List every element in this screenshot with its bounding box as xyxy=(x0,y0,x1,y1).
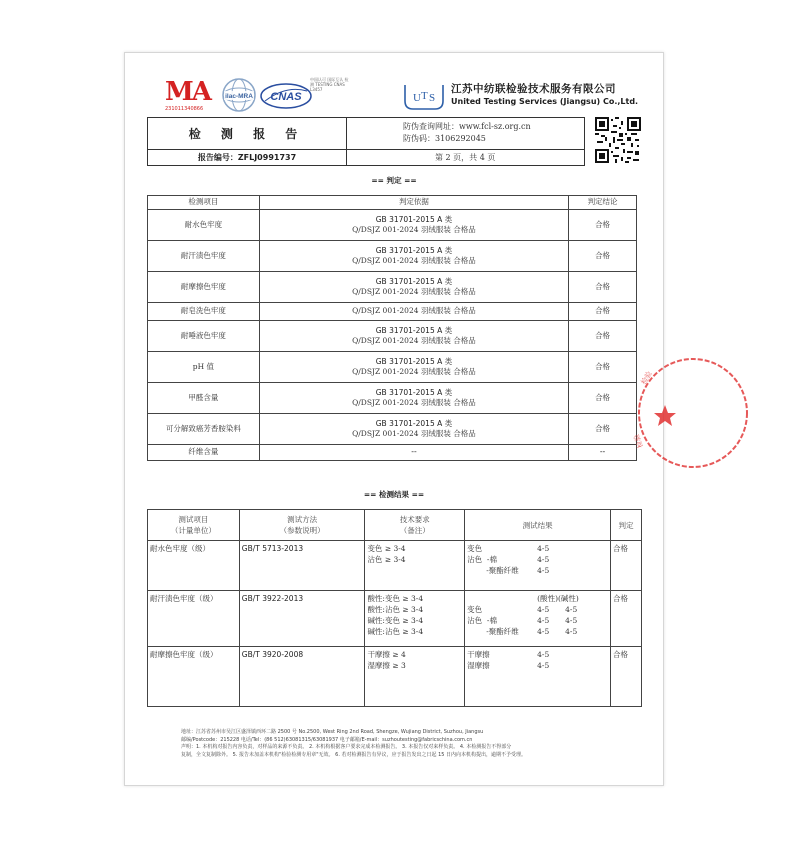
table-row xyxy=(148,647,642,707)
basis-line: Q/DSJZ 001-2024 羽绒服装 合格品 xyxy=(352,256,476,265)
result-line xyxy=(467,626,608,637)
result-values xyxy=(465,591,611,647)
uts-logo xyxy=(401,79,447,113)
table-row xyxy=(148,352,637,383)
results-section-title: == 检测结果 == xyxy=(363,490,425,499)
result-method: GB/T 5713-2013 xyxy=(239,541,365,591)
result-label: 沾色 -棉 xyxy=(467,555,497,564)
page-number: 第 2 页，共 4 页 xyxy=(346,149,585,166)
judgement-basis xyxy=(259,414,568,445)
judgement-result: 合格 xyxy=(569,321,637,352)
result-label: 沾色 -棉 xyxy=(467,616,497,625)
header-label: 技术要求 xyxy=(399,515,430,524)
header-label: 测试项目 xyxy=(178,515,209,524)
basis-line: GB 31701-2015 A 类 xyxy=(375,387,453,397)
judgement-result: 合格 xyxy=(569,210,637,241)
judgement-section-title: == 判定 == xyxy=(371,176,417,185)
judgement-result: 合格 xyxy=(569,241,637,272)
requirement-line: 酸性:沾色 ≥ 3-4 xyxy=(367,605,424,614)
result-verdict: 合格 xyxy=(611,647,642,707)
table-row xyxy=(148,241,637,272)
result-requirement xyxy=(365,647,465,707)
footer-statement: 声明：1. 本机构对报告内容负责，对样品的来源不负责。 2. 本机构根据客户要求完成本检测报告。 3. 本报告仅对来样负责。 4. 本检测报告不得部分 xyxy=(181,744,512,750)
footer-address: 地址：江苏省苏州市吴江区盛泽镇西环二路 2500 号 No.2500, West Ring 2nd Road, Shengze, Wujiang District, Suzhou, Jiangsu xyxy=(181,729,484,735)
judgement-basis xyxy=(259,321,568,352)
judgement-item: 可分解致癌芳香胺染料 xyxy=(148,414,260,445)
result-label: -聚酯纤维 xyxy=(467,627,519,636)
table-row xyxy=(148,272,637,303)
result-label: 变色 xyxy=(467,544,483,553)
judgement-basis xyxy=(259,210,568,241)
result-method: GB/T 3922-2013 xyxy=(239,591,365,647)
judgement-result: 合格 xyxy=(569,352,637,383)
judgement-result: 合格 xyxy=(569,303,637,321)
header-test-item xyxy=(148,510,240,541)
table-row xyxy=(148,383,637,414)
report-title-block xyxy=(147,117,585,167)
header-sublabel: （参数说明） xyxy=(279,526,325,535)
cma-logo xyxy=(165,79,217,113)
result-item: 耐汗渍色牢度（级） xyxy=(148,591,240,647)
result-value-alkaline: 4-5 xyxy=(565,605,578,614)
judgement-basis: Q/DSJZ 001-2024 羽绒服装 合格品 xyxy=(259,303,568,321)
header-test-method xyxy=(239,510,365,541)
ilac-mra-logo xyxy=(221,77,257,113)
basis-line: Q/DSJZ 001-2024 羽绒服装 合格品 xyxy=(352,336,476,345)
requirement-line: 酸性:变色 ≥ 3-4 xyxy=(367,594,424,603)
header-label: 测试方法 xyxy=(287,515,318,524)
basis-line: Q/DSJZ 001-2024 羽绒服装 合格品 xyxy=(352,225,476,234)
header-conclusion: 判定结论 xyxy=(569,196,637,210)
anti-counterfeit-info xyxy=(346,117,585,150)
header-basis: 判定依据 xyxy=(259,196,568,210)
table-row xyxy=(148,541,642,591)
result-value-acid: 4-5 xyxy=(537,627,550,636)
result-line xyxy=(467,604,608,615)
requirement-line: 沾色 ≥ 3-4 xyxy=(367,555,406,564)
judgement-result: 合格 xyxy=(569,414,637,445)
result-value: 4-5 xyxy=(537,544,550,553)
judgement-basis xyxy=(259,272,568,303)
result-values xyxy=(465,541,611,591)
result-requirement xyxy=(365,541,465,591)
judgement-item: pH 值 xyxy=(148,352,260,383)
judgement-basis xyxy=(259,241,568,272)
header-sublabel: （计量单位） xyxy=(170,526,216,535)
judgement-header-row xyxy=(148,196,637,210)
footer-statement-cont: 复制，全文复制除外。 5. 报告未加盖本机构"检验检测专用章"无效。 6. 若对检测报告有异议，应于报告发出之日起 15 日内向本机构提出，逾期不予受理。 xyxy=(181,751,527,758)
table-row xyxy=(148,303,637,321)
header-item: 检测项目 xyxy=(148,196,260,210)
judgement-item: 耐皂洗色牢度 xyxy=(148,303,260,321)
basis-line: GB 31701-2015 A 类 xyxy=(375,356,453,366)
svg-text:U: U xyxy=(413,92,421,104)
result-value: 4-5 xyxy=(537,555,550,564)
svg-text:检验: 检验 xyxy=(639,369,654,386)
verify-code: 防伪码：3106292045 xyxy=(403,134,486,143)
svg-text:S: S xyxy=(429,92,436,104)
requirement-line: 湿摩擦 ≥ 3 xyxy=(367,661,406,670)
result-line xyxy=(467,615,608,626)
result-label: 变色 xyxy=(467,605,483,614)
inspection-seal-stamp xyxy=(632,355,675,471)
result-label: 干摩擦 xyxy=(467,650,490,659)
judgement-item: 甲醛含量 xyxy=(148,383,260,414)
svg-text:CNAS: CNAS xyxy=(270,91,302,103)
basis-line: Q/DSJZ 001-2024 羽绒服装 合格品 xyxy=(352,367,476,376)
svg-text:T: T xyxy=(421,90,428,102)
table-row xyxy=(148,591,642,647)
verify-url[interactable]: 防伪查询网址：www.fcl-sz.org.cn xyxy=(403,122,531,131)
judgement-result: -- xyxy=(569,445,637,461)
basis-line: GB 31701-2015 A 类 xyxy=(375,325,453,335)
result-requirement xyxy=(365,591,465,647)
results-table xyxy=(147,509,642,707)
judgement-basis xyxy=(259,352,568,383)
judgement-item: 耐汗渍色牢度 xyxy=(148,241,260,272)
footer-contact: 邮编/Postcode：215228 电话/Tel：(86 512)63081315/63081937 电子邮箱/E-mail：suzhoutesting@fabricschina.com.cn xyxy=(181,736,473,743)
svg-text:检验: 检验 xyxy=(632,433,645,450)
result-value: 4-5 xyxy=(537,661,550,670)
basis-line: Q/DSJZ 001-2024 羽绒服装 合格品 xyxy=(352,429,476,438)
result-line xyxy=(467,649,608,660)
result-line xyxy=(467,660,608,671)
basis-line: GB 31701-2015 A 类 xyxy=(375,245,453,255)
header-requirement xyxy=(365,510,465,541)
basis-line: GB 31701-2015 A 类 xyxy=(375,418,453,428)
judgement-item: 纤维含量 xyxy=(148,445,260,461)
result-item: 耐水色牢度（级） xyxy=(148,541,240,591)
result-value-acid: 4-5 xyxy=(537,605,550,614)
judgement-result: 合格 xyxy=(569,383,637,414)
table-row xyxy=(148,445,637,461)
judgement-basis: -- xyxy=(259,445,568,461)
requirement-line: 碱性:变色 ≥ 3-4 xyxy=(367,616,424,625)
result-subheader: (酸性)(碱性) xyxy=(537,594,579,603)
basis-line: Q/DSJZ 001-2024 羽绒服装 合格品 xyxy=(352,398,476,407)
table-row xyxy=(148,414,637,445)
svg-text:ilac-MRA: ilac-MRA xyxy=(225,93,253,100)
judgement-item: 耐水色牢度 xyxy=(148,210,260,241)
results-header-row xyxy=(148,510,642,541)
judgement-basis xyxy=(259,383,568,414)
cnas-logo xyxy=(259,81,313,111)
result-line xyxy=(467,543,608,554)
table-row xyxy=(148,321,637,352)
org-name-en: United Testing Services (Jiangsu) Co.,Ltd. xyxy=(451,97,639,106)
basis-line: Q/DSJZ 001-2024 羽绒服装 合格品 xyxy=(352,287,476,296)
cma-logo-text: MA xyxy=(165,77,210,107)
table-row xyxy=(148,210,637,241)
cnas-accreditation-note: 中国认可 国际互认 检测 TESTING CNAS L3457 xyxy=(310,77,349,92)
result-line xyxy=(467,565,608,576)
result-label: -聚酯纤维 xyxy=(467,566,519,575)
report-footer xyxy=(181,729,621,759)
header-test-result: 测试结果 xyxy=(465,510,611,541)
judgement-table xyxy=(147,195,637,461)
result-values xyxy=(465,647,611,707)
header-verdict: 判定 xyxy=(611,510,642,541)
result-verdict: 合格 xyxy=(611,541,642,591)
result-method: GB/T 3920-2008 xyxy=(239,647,365,707)
org-name-cn: 江苏中纺联检验技术服务有限公司 xyxy=(451,83,616,95)
result-value-acid: 4-5 xyxy=(537,616,550,625)
result-value-alkaline: 4-5 xyxy=(565,616,578,625)
result-value: 4-5 xyxy=(537,566,550,575)
requirement-line: 碱性:沾色 ≥ 3-4 xyxy=(367,627,424,636)
basis-line: GB 31701-2015 A 类 xyxy=(375,276,453,286)
result-verdict: 合格 xyxy=(611,591,642,647)
cma-number: 231011340866 xyxy=(165,106,204,112)
result-item: 耐摩擦色牢度（级） xyxy=(148,647,240,707)
header-sublabel: （备注） xyxy=(399,526,430,535)
requirement-line: 变色 ≥ 3-4 xyxy=(367,544,406,553)
result-value-alkaline: 4-5 xyxy=(565,627,578,636)
result-line xyxy=(467,554,608,565)
judgement-result: 合格 xyxy=(569,272,637,303)
result-label: 湿摩擦 xyxy=(467,661,490,670)
judgement-item: 耐唾液色牢度 xyxy=(148,321,260,352)
judgement-item: 耐摩擦色牢度 xyxy=(148,272,260,303)
qr-code[interactable] xyxy=(595,117,641,163)
basis-line: GB 31701-2015 A 类 xyxy=(375,214,453,224)
requirement-line: 干摩擦 ≥ 4 xyxy=(367,650,406,659)
result-value: 4-5 xyxy=(537,650,550,659)
report-number: 报告编号：ZFLJ0991737 xyxy=(147,149,347,166)
report-page xyxy=(124,52,664,786)
report-title: 检 测 报 告 xyxy=(147,117,347,150)
